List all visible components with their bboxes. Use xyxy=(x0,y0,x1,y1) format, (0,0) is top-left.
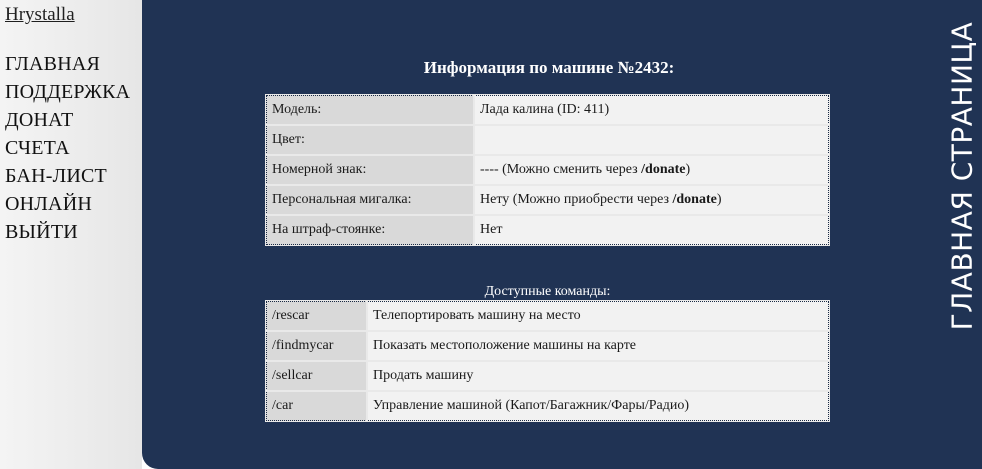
table-row xyxy=(266,331,829,361)
donate-command: /donate xyxy=(672,192,717,207)
info-key: Модель: xyxy=(266,95,474,125)
donate-command: /donate xyxy=(641,162,686,177)
nav-menu xyxy=(5,50,130,246)
nav-item-donate[interactable]: ДОНАТ xyxy=(5,109,74,131)
info-key: Персональная мигалка: xyxy=(266,185,474,215)
info-value-text: Нету (Можно приобрести через xyxy=(480,192,673,207)
table-row xyxy=(266,95,829,125)
nav-item-logout[interactable]: ВЫЙТИ xyxy=(5,221,78,243)
command-description: Телепортировать машину на место xyxy=(367,301,829,331)
nav-item-main[interactable]: ГЛАВНАЯ xyxy=(5,53,101,75)
info-value-suffix: ) xyxy=(685,162,691,177)
nav-item-banlist[interactable]: БАН-ЛИСТ xyxy=(5,165,107,187)
table-row xyxy=(266,155,829,185)
info-value: Нет xyxy=(474,215,829,245)
nav-item-support[interactable]: ПОДДЕРЖКА xyxy=(5,81,131,103)
commands-table xyxy=(266,301,829,421)
table-row xyxy=(266,125,829,155)
nav-item-online[interactable]: ОНЛАЙН xyxy=(5,193,92,215)
table-row xyxy=(266,361,829,391)
command-description: Продать машину xyxy=(367,361,829,391)
info-value xyxy=(474,125,829,155)
commands-caption: Доступные команды: xyxy=(484,284,611,299)
site-title-link[interactable]: Hrystalla xyxy=(5,4,75,25)
command-name: /car xyxy=(266,391,367,421)
info-value-text: ---- (Можно сменить через xyxy=(480,162,642,177)
info-value xyxy=(474,185,829,215)
table-row xyxy=(266,301,829,331)
info-key: На штраф-стоянке: xyxy=(266,215,474,245)
command-name: /sellcar xyxy=(266,361,367,391)
main-panel xyxy=(142,0,982,469)
command-description: Показать местоположение машины на карте xyxy=(367,331,829,361)
table-row xyxy=(266,215,829,245)
table-row xyxy=(266,185,829,215)
vertical-title-text: ГЛАВНАЯ СТРАНИЦА xyxy=(945,21,979,331)
table-row xyxy=(266,391,829,421)
command-description: Управление машиной (Капот/Багажник/Фары/Радио) xyxy=(367,391,829,421)
info-key: Номерной знак: xyxy=(266,155,474,185)
page-title: Информация по машине №2432: xyxy=(423,58,675,77)
command-name: /rescar xyxy=(266,301,367,331)
nav-item-accounts[interactable]: СЧЕТА xyxy=(5,137,70,159)
sidebar xyxy=(0,0,142,469)
info-value-suffix: ) xyxy=(716,192,722,207)
command-name: /findmycar xyxy=(266,331,367,361)
info-key: Цвет: xyxy=(266,125,474,155)
info-value xyxy=(474,155,829,185)
car-info-table xyxy=(266,95,829,245)
info-value: Лада калина (ID: 411) xyxy=(474,95,829,125)
vertical-section-title xyxy=(944,0,980,469)
